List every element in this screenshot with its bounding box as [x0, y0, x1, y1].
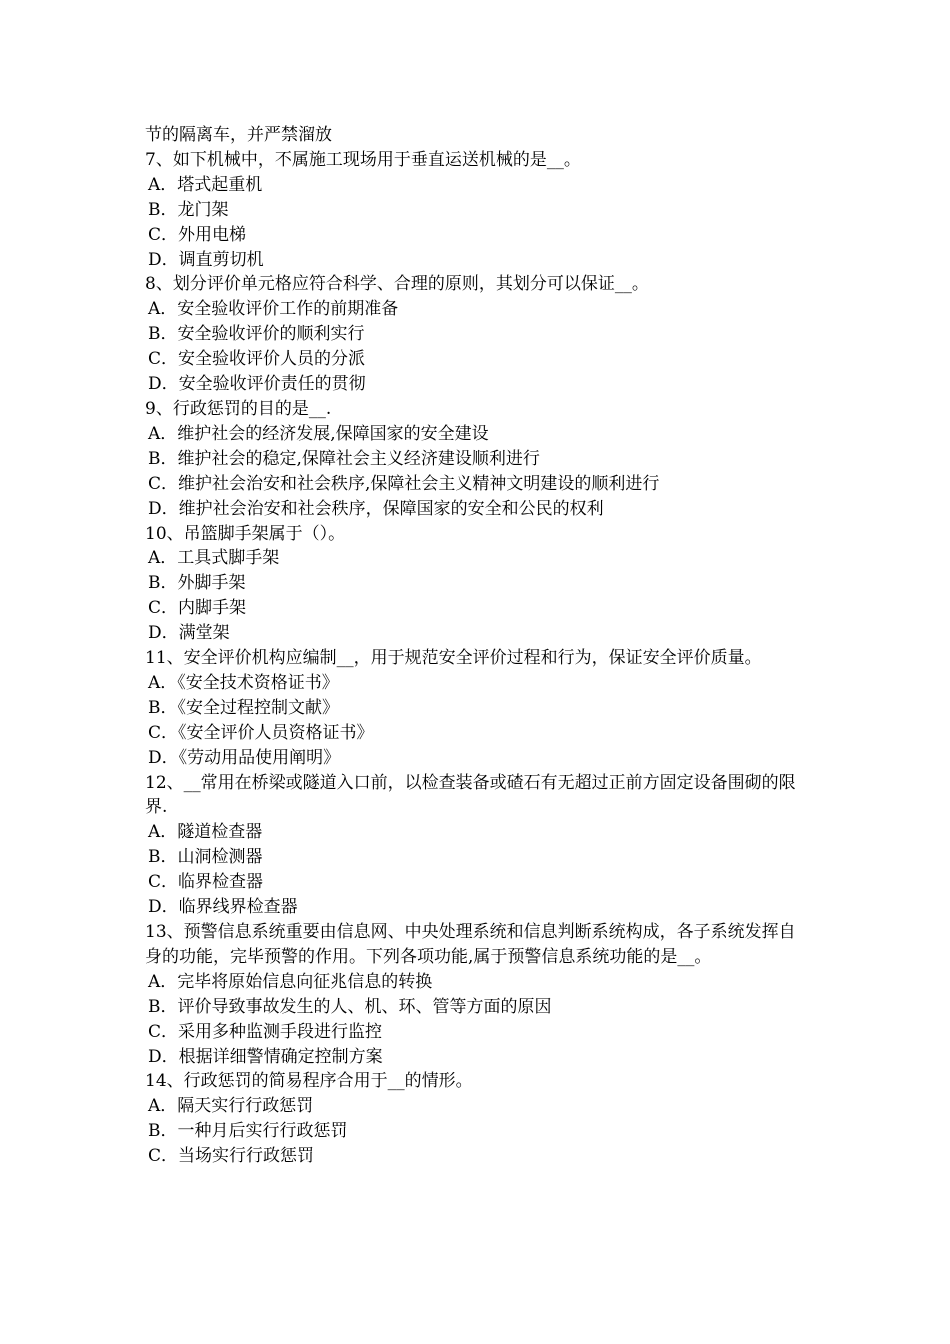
option-a: A．完毕将原始信息向征兆信息的转换	[148, 971, 433, 992]
question-stem: 7、如下机械中，不属施工现场用于垂直运送机械的是__。	[145, 149, 581, 170]
option-b: B．山洞检测器	[148, 847, 263, 868]
option-d: D．安全验收评价责任的贯彻	[148, 374, 366, 395]
option-a: A．隧道检查器	[148, 822, 263, 843]
question-stem: 9、行政惩罚的目的是__.	[145, 398, 332, 419]
option-d: D．维护社会治安和社会秩序，保障国家的安全和公民的权利	[148, 498, 604, 519]
option-d: D．《劳动用品使用阐明》	[148, 747, 341, 768]
question-9	[145, 397, 810, 522]
question-stem: 13、预警信息系统重要由信息网、中央处理系统和信息判断系统构成，各子系统发挥自身的功能，完毕预警的作用。下列各项功能,属于预警信息系统功能的是__。	[145, 922, 796, 967]
option-c: C．当场实行行政惩罚	[148, 1146, 315, 1167]
question-7	[145, 148, 810, 273]
question-stem: 12、__常用在桥梁或隧道入口前，以检查装备或碴石有无超过正前方固定设备围砌的限界.	[145, 772, 796, 818]
option-b: B．一种月后实行行政惩罚	[148, 1121, 348, 1142]
question-12	[145, 771, 810, 920]
option-d: D．临界线界检查器	[148, 897, 298, 918]
question-13	[145, 920, 810, 1069]
option-c: C．采用多种监测手段进行监控	[148, 1021, 383, 1042]
option-c: C．安全验收评价人员的分派	[148, 349, 366, 370]
option-c: C．外用电梯	[148, 224, 247, 245]
question-stem: 14、行政惩罚的简易程序合用于__的情形。	[145, 1071, 473, 1092]
option-d: D．根据详细警情确定控制方案	[148, 1046, 383, 1067]
option-a: A．安全验收评价工作的前期准备	[148, 299, 399, 320]
question-10	[145, 522, 810, 647]
option-d: D．满堂架	[148, 623, 230, 644]
option-c: C．《安全评价人员资格证书》	[148, 722, 374, 743]
option-a: A．维护社会的经济发展,保障国家的安全建设	[148, 423, 489, 444]
document-body	[145, 123, 810, 1169]
question-stem: 10、吊篮脚手架属于（）。	[145, 523, 346, 544]
option-c: C．临界检查器	[148, 872, 264, 893]
option-b: B．安全验收评价的顺利实行	[148, 324, 365, 345]
option-b: B．《安全过程控制文献》	[148, 697, 339, 718]
option-a: A．塔式起重机	[148, 174, 263, 195]
question-8	[145, 272, 810, 397]
question-stem: 8、划分评价单元格应符合科学、合理的原则，其划分可以保证__。	[145, 274, 649, 295]
option-a: A．隔天实行行政惩罚	[148, 1096, 314, 1117]
question-stem: 11、安全评价机构应编制__，用于规范安全评价过程和行为，保证安全评价质量。	[145, 648, 762, 669]
option-c: C．维护社会治安和社会秩序,保障社会主义精神文明建设的顺利进行	[148, 473, 660, 494]
question-14	[145, 1069, 810, 1169]
option-b: B．龙门架	[148, 199, 229, 220]
lead-line: 节的隔离车，并严禁溜放	[145, 125, 332, 145]
option-b: B．维护社会的稳定,保障社会主义经济建设顺利进行	[148, 448, 540, 469]
option-d: D．调直剪切机	[148, 249, 264, 270]
option-a: A．《安全技术资格证书》	[148, 672, 339, 693]
option-b: B．评价导致事故发生的人、机、环、管等方面的原因	[148, 996, 552, 1017]
option-c: C．内脚手架	[148, 598, 247, 619]
question-11	[145, 646, 810, 771]
option-b: B．外脚手架	[148, 573, 246, 594]
option-a: A．工具式脚手架	[148, 548, 280, 569]
